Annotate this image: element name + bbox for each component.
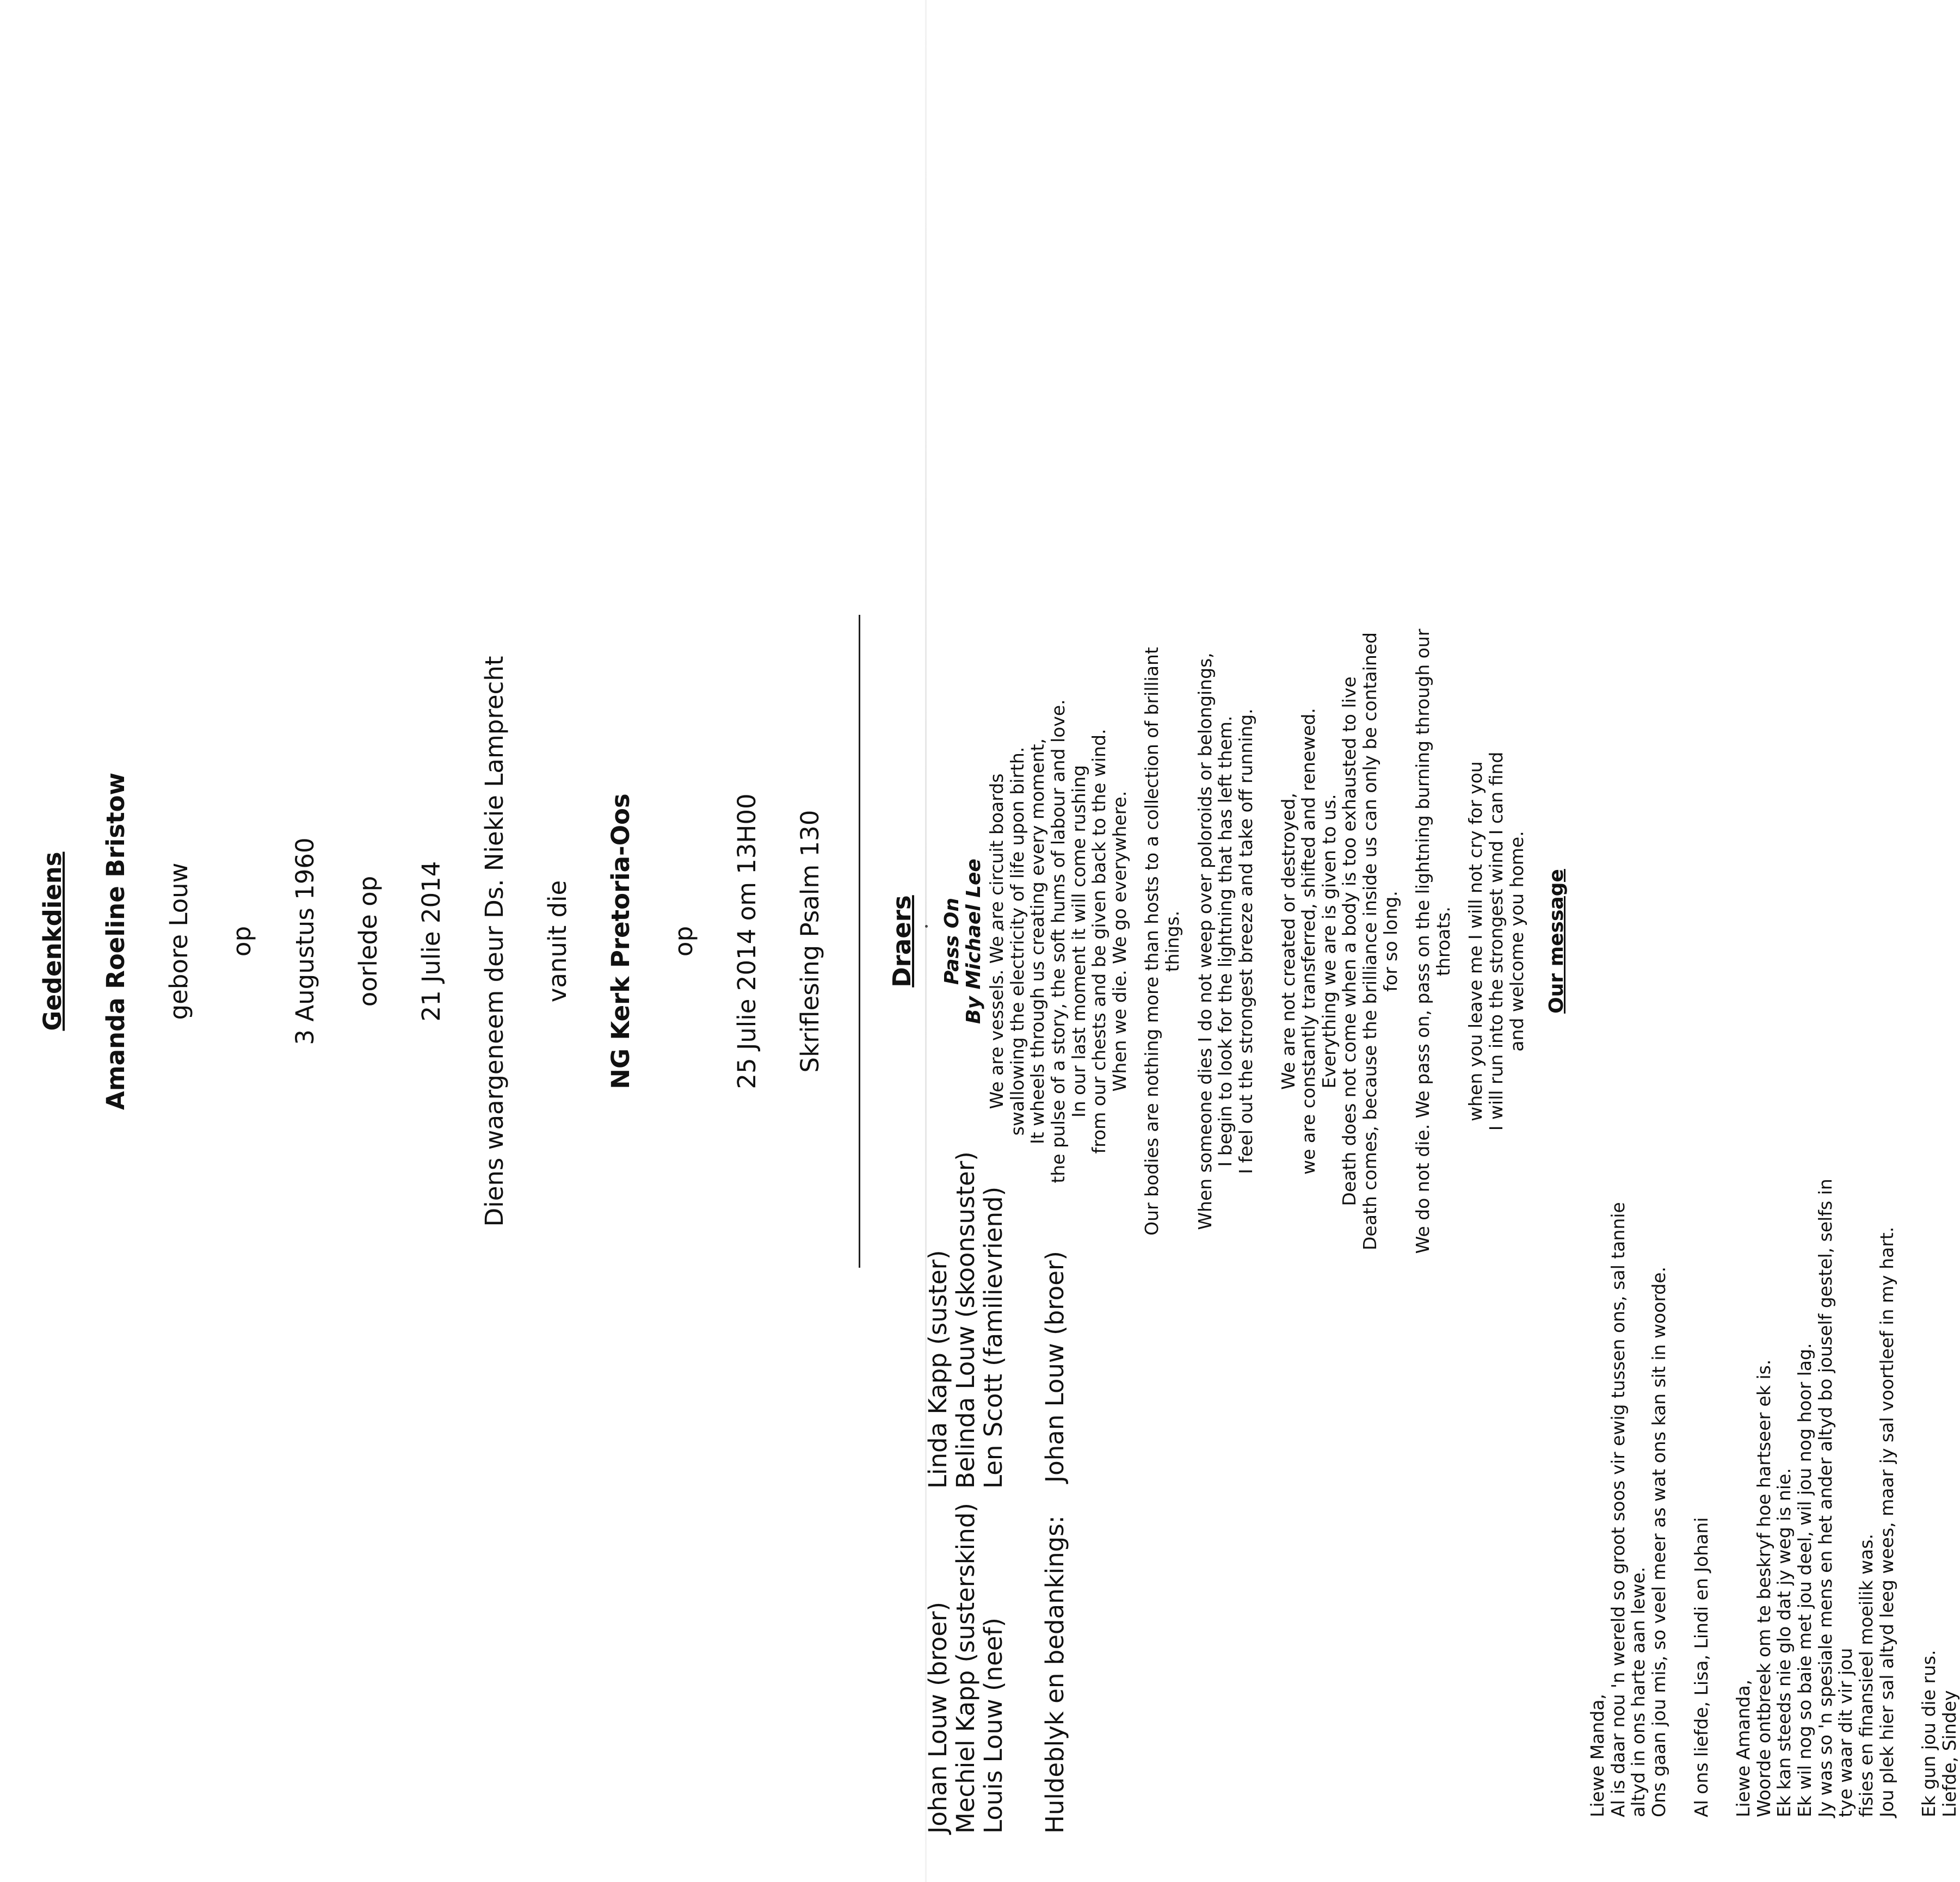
message-line: Ons gaan jou mis, so veel meer as wat ons kan sit in woorde. [1648,1266,1670,1817]
poem-line: When someone dies I do not weep over poloroids or belongings, [1194,652,1216,1230]
tributes-label: Huldeblyk en bedankings: [1040,1515,1069,1834]
message-line: Liewe Manda, [1587,1694,1608,1817]
message-block [1919,33,1959,1850]
bearer: Mechiel Kapp (susterskind) [951,1503,980,1834]
message-line: fisies en finansieel moeilik was. [1855,1534,1877,1817]
bearer: Linda Kapp (suster) [923,1250,952,1489]
message-line: Liefde, Sindey [1938,1690,1960,1817]
divider-line [859,615,860,1268]
poem-line: I will run into the strongest wind I can find [1485,751,1507,1131]
poem-line: We are not created or destroyed, [1277,793,1299,1090]
message-line: Ek kan steeds nie glo dat jy weg is nie. [1773,1468,1795,1817]
message-block [1691,33,1712,1850]
bearer: Len Scott (familievriend) [978,1186,1008,1489]
death-date: 21 Julie 2014 [417,861,446,1022]
tributes-person: Johan Louw (broer) [1040,1251,1069,1483]
poem-panel [941,33,1960,1850]
poem-stanza [1465,33,1527,1850]
poem-line: When we die. We go everywhere. [1108,791,1130,1092]
poem-line: I feel out the strongest breeze and take off running. [1235,708,1256,1174]
poem-line: Death does not come when a body is too exhausted to live [1339,676,1360,1206]
message-line: Ek wil nog so baie met jou deel, wil jou nog hoor lag. [1794,1343,1816,1817]
message-line: Woorde ontbreek om te beskryf hoe hartseer ek is. [1753,1359,1774,1817]
op-label: op [227,925,256,957]
poem-stanza [1413,33,1453,1850]
poem-line: and welcome you home. [1506,831,1527,1052]
message-title: Our message [1545,869,1568,1014]
message-line: Al is daar nou 'n wereld so groot soos vir ewig tussen ons, sal tannie [1607,1202,1629,1817]
poem-title: Pass On [941,898,963,985]
poem-stanza [1278,33,1401,1850]
died-label: oorlede op [354,875,383,1007]
poem-line: I begin to look for the lightning that has left them. [1215,715,1236,1167]
message-line: Liewe Amanda, [1733,1679,1754,1817]
poem-line: when you leave me I will not cry for you [1465,761,1487,1121]
message-line: Al ons liefde, Lisa, Lindi en Johani [1690,1517,1712,1817]
birth-date: 3 Augustus 1960 [291,837,319,1045]
poem-line: We are vessels. We are circuit boards [986,773,1008,1109]
message-block [1733,33,1897,1850]
poem-line: for so long. [1379,891,1401,992]
born-label: gebore Louw [164,862,193,1020]
poem-line: throats. [1432,906,1454,976]
scripture-reading: Skriflesing Psalm 130 [796,810,824,1073]
officiant: Diens waargeneem deur Ds. Niekie Lamprecht [480,656,509,1227]
service-title: Gedenkdiens [38,851,67,1031]
poem-stanza [1195,33,1256,1850]
message-block [1587,33,1669,1850]
poem-line: Our bodies are nothing more than hosts to a collection of brilliant [1141,647,1163,1236]
poem-line: In our last moment it will come rushing [1068,765,1089,1118]
poem-line: things. [1162,910,1184,972]
poem-stanza [987,33,1130,1850]
church-name: NG Kerk Pretoria-Oos [606,793,635,1089]
from-label: vanuit die [543,880,572,1003]
message-line: Ek gun jou die rus. [1918,1650,1940,1817]
poem-line: Death comes, because the brilliance inside us can only be contained [1359,632,1380,1250]
poem-line: from our chests and be given back to the wind. [1088,729,1110,1154]
bearer: Louis Louw (neef) [978,1618,1008,1834]
message-line: altyd in ons harte aan lewe. [1628,1566,1649,1817]
service-datetime: 25 Julie 2014 om 13H00 [732,793,761,1089]
message-line: Jy was so 'n spesiale mens en het ander altyd bo jouself gestel, selfs in [1814,1178,1836,1817]
poem-stanza [1142,33,1182,1850]
message-line: tye waar dit vir jou [1835,1647,1857,1817]
poem-line: Everything we are is given to us. [1318,794,1340,1089]
deceased-name: Amanda Roeline Bristow [101,772,130,1110]
poem-line: It wheels through us creating every moment, [1027,738,1049,1145]
poem-line: the pulse of a story, the soft hums of labour and love. [1047,699,1069,1183]
bearer: Johan Louw (broer) [923,1601,952,1834]
poem-line: we are constantly transferred, shifted and renewed. [1298,708,1320,1175]
bearer: Belinda Louw (skoonsuster) [951,1151,980,1489]
poem-author: By Michael Lee [962,859,985,1024]
message-line: Jou plek hier sal altyd leeg wees, maar jy sal voortleef in my hart. [1876,1226,1897,1817]
poem-line: We do not die. We pass on, pass on the lightning burning through our [1412,628,1434,1254]
bearers-title: Draers [887,895,916,988]
poem-line: swallowing the electricity of life upon birth. [1006,746,1028,1136]
op-label-2: op [669,925,698,957]
